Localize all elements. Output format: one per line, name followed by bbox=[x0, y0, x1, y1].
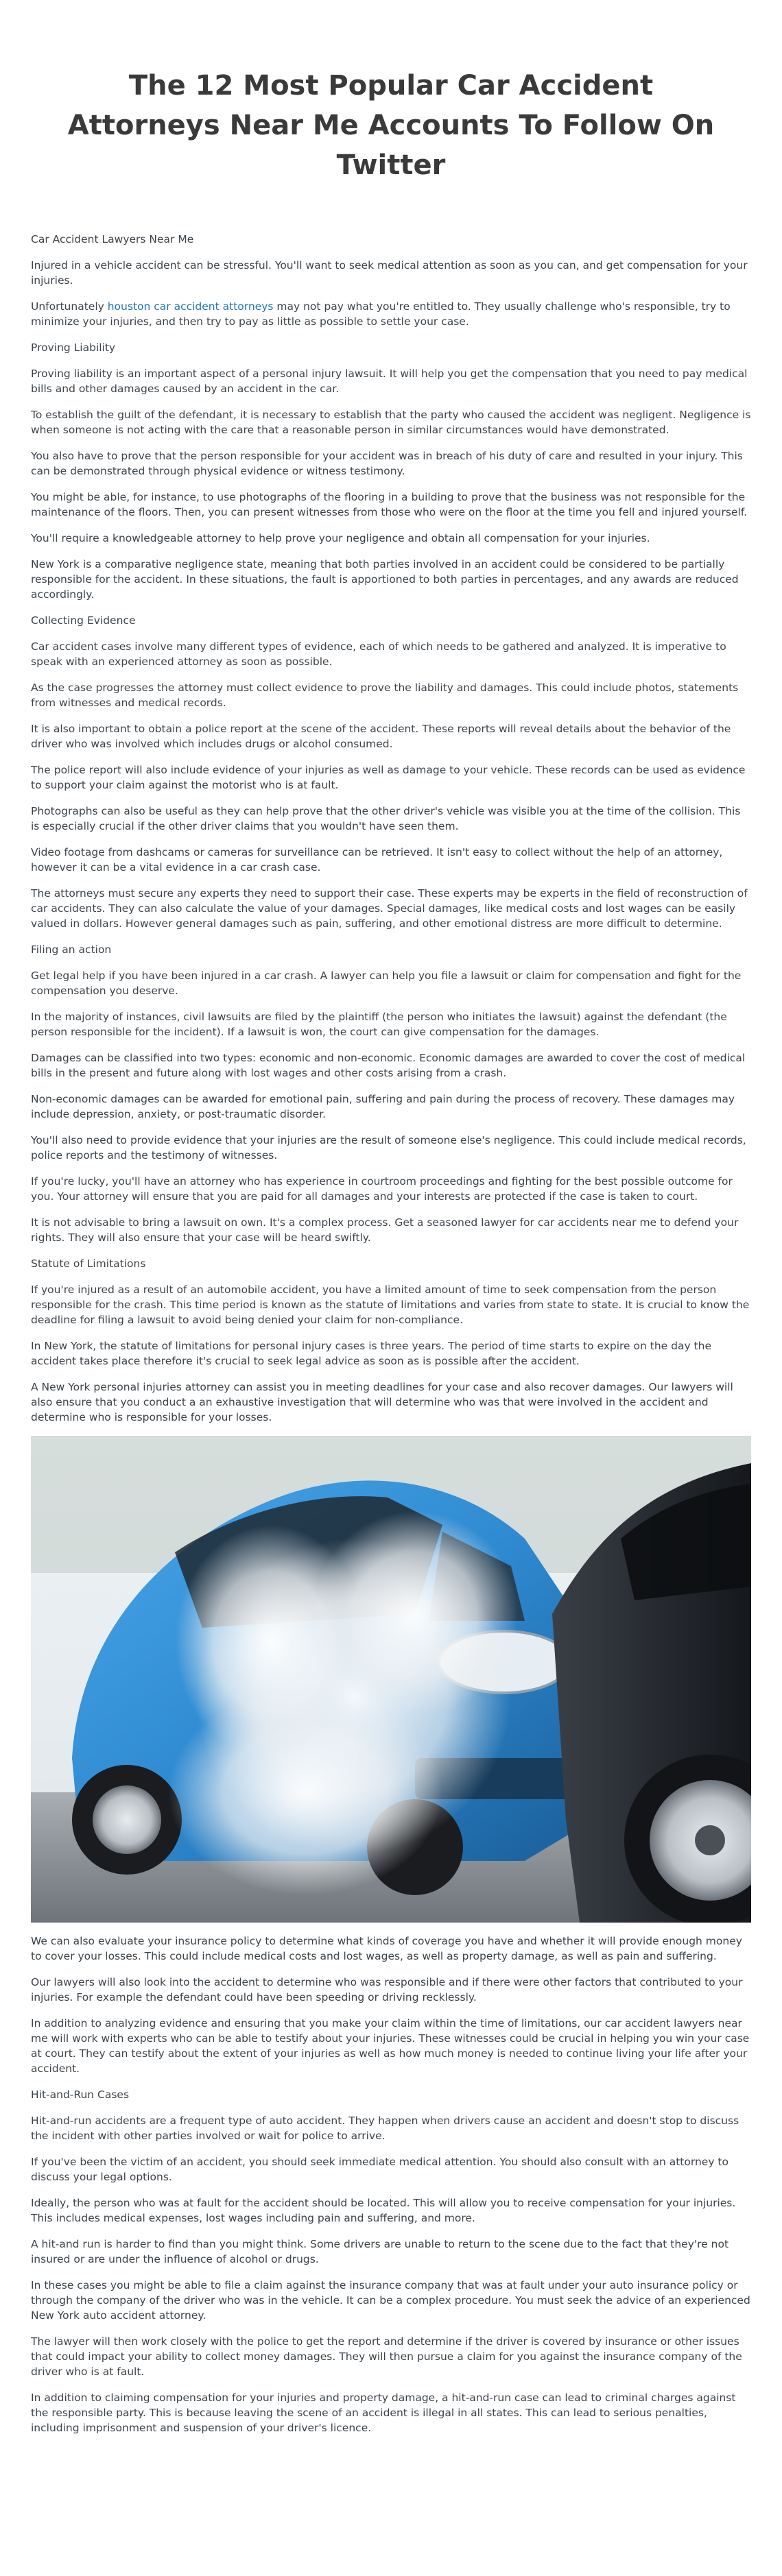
paragraph: Injured in a vehicle accident can be stressful. You'll want to seek medical attention as soon as you can, and get compensation for your injuries. bbox=[31, 259, 748, 287]
section-heading-hit-and-run: Hit-and-Run Cases bbox=[31, 2089, 130, 2101]
paragraph: Photographs can also be useful as they can help prove that the other driver's vehicle was visible you at the time of the collision. This is especially crucial if the other driver claims that you wouldn't have seen them. bbox=[31, 805, 741, 832]
paragraph: A hit-and run is harder to find than you might think. Some drivers are unable to return to the scene due to the fact that they're not insured or are under the influence of alcohol or drugs. bbox=[31, 2238, 729, 2265]
section-heading-statute-of-limitations: Statute of Limitations bbox=[31, 1257, 146, 1270]
paragraph: Damages can be classified into two types: economic and non-economic. Economic damages are awarded to cover the cost of medical bills in the present and future along with lost wages and other costs arising from a crash. bbox=[31, 1052, 746, 1079]
paragraph: If you're injured as a result of an automobile accident, you have a limited amount of time to seek compensation from the person responsible for the crash. This time period is known as the statute of limitations and varies from state to state. It is crucial to know the deadline for filing a lawsuit to avoid being denied your claim for non-compliance. bbox=[31, 1284, 750, 1326]
paragraph-text: Unfortunately bbox=[31, 300, 108, 313]
section-heading-proving-liability: Proving Liability bbox=[31, 341, 116, 354]
intro-heading: Car Accident Lawyers Near Me bbox=[31, 233, 194, 245]
paragraph: In addition to analyzing evidence and ensuring that you make your claim within the time of limitations, our car accident lawyers near me will work with experts who can be able to testify about your injuries. These witnesses could be crucial in helping you win your case at court. They can testify about the extent of your injuries as well as how much money is needed to continue living your life after your accident. bbox=[31, 2017, 750, 2075]
paragraph: In addition to claiming compensation for your injuries and property damage, a hit-and-run case can lead to criminal charges against the responsible party. This is because leaving the scene of an accident is illegal in all states. This can lead to serious penalties, including imprisonment and suspension of your driver's licence. bbox=[31, 2392, 736, 2434]
paragraph: The attorneys must secure any experts they need to support their case. These experts may be experts in the field of reconstruction of car accidents. They can also calculate the value of your damages. Special damages, like medical costs and lost wages can be easily valued in dollars. However general damages such as pain, suffering, and other emotional distress are more difficult to determine. bbox=[31, 887, 748, 930]
paragraph: If you're lucky, you'll have an attorney who has experience in courtroom proceedings and fighting for the best possible outcome for you. Your attorney will ensure that you are paid for all damages and your interests are protected if the case is taken to court. bbox=[31, 1175, 733, 1203]
paragraph: You'll also need to provide evidence that your injuries are the result of someone else's negligence. This could include medical records, police reports and the testimony of witnesses. bbox=[31, 1134, 746, 1161]
paragraph: It is also important to obtain a police report at the scene of the accident. These reports will reveal details about the behavior of the driver who was involved which includes drugs or alcohol consumed. bbox=[31, 723, 731, 750]
paragraph: Non-economic damages can be awarded for emotional pain, suffering and pain during the process of recovery. These damages may include depression, anxiety, or post-traumatic disorder. bbox=[31, 1093, 735, 1120]
paragraph: In these cases you might be able to file a claim against the insurance company that was at fault under your auto insurance policy or through the company of the driver who was in the vehicle. It can be a complex procedure. You must seek the advice of an experienced New York auto accident attorney. bbox=[31, 2279, 750, 2322]
paragraph: As the case progresses the attorney must collect evidence to prove the liability and damages. This could include photos, statements from witnesses and medical records. bbox=[31, 682, 739, 709]
paragraph: New York is a comparative negligence state, meaning that both parties involved in an accident could be considered to be partially responsible for the accident. In these situations, the fault is apportioned to both parties in percentages, and any awards are reduced accordingly. bbox=[31, 558, 739, 601]
paragraph: You might be able, for instance, to use photographs of the flooring in a building to prove that the business was not responsible for the maintenance of the floors. Then, you can present witnesses from those who were on the floor at the time you fell and injured yourself. bbox=[31, 491, 748, 518]
page-title: The 12 Most Popular Car Accident Attorneys Near Me Accounts To Follow On Twitter bbox=[67, 70, 715, 181]
paragraph: We can also evaluate your insurance policy to determine what kinds of coverage you have and whether it will provide enough money to cover your losses. This could include medical costs and lost wages, as well as property damage, as well as pain and suffering. bbox=[31, 1935, 742, 1962]
paragraph: The lawyer will then work closely with the police to get the report and determine if the driver is covered by insurance or other issues that could impact your ability to collect money damages. They will then pursue a claim for you against the insurance company of the driver who is at fault. bbox=[31, 2335, 742, 2378]
paragraph: You also have to prove that the person responsible for your accident was in breach of his duty of care and resulted in your injury. This can be demonstrated through physical evidence or witness testimony. bbox=[31, 450, 743, 477]
car-crash-image bbox=[31, 1436, 751, 1923]
paragraph: To establish the guilt of the defendant, it is necessary to establish that the party who caused the accident was negligent. Negligence is when someone is not acting with the care that a reasonable person in similar circumstances would have demonstrated. bbox=[31, 409, 751, 436]
houston-attorneys-link[interactable]: houston car accident attorneys bbox=[107, 300, 274, 313]
paragraph: A New York personal injuries attorney can assist you in meeting deadlines for your case and also recover damages. Our lawyers will also ensure that you conduct a an exhaustive investigation that will determine who was that were involved in the accident and determine who is responsible for your losses. bbox=[31, 1381, 733, 1423]
paragraph: It is not advisable to bring a lawsuit on own. It's a complex process. Get a seasoned lawyer for car accidents near me to defend your rights. They will also ensure that your case will be heard swiftly. bbox=[31, 1216, 739, 1244]
paragraph: In the majority of instances, civil lawsuits are filed by the plaintiff (the person who initiates the lawsuit) against the defendant (the person responsible for the incident). If a lawsuit is won, the court can give compensation for the damages. bbox=[31, 1011, 727, 1038]
paragraph: Hit-and-run accidents are a frequent type of auto accident. They happen when drivers cause an accident and doesn't stop to discuss the incident with other parties involved or wait for police to arrive. bbox=[31, 2115, 739, 2142]
paragraph: Our lawyers will also look into the accident to determine who was responsible and if there were other factors that contributed to your injuries. For example the defendant could have been speeding or driving recklessly. bbox=[31, 1976, 743, 2003]
paragraph: In New York, the statute of limitations for personal injury cases is three years. The period of time starts to expire on the day the accident takes place therefore it's crucial to seek legal advice as soon as is possible after the accident. bbox=[31, 1340, 711, 1367]
paragraph-with-link bbox=[31, 299, 751, 329]
paragraph: Car accident cases involve many different types of evidence, each of which needs to be gathered and analyzed. It is imperative to speak with an experienced attorney as soon as possible. bbox=[31, 640, 726, 668]
paragraph: Get legal help if you have been injured in a car crash. A lawyer can help you file a lawsuit or claim for compensation and fight for the compensation you deserve. bbox=[31, 970, 742, 997]
paragraph: The police report will also include evidence of your injuries as well as damage to your vehicle. These records can be used as evidence to support your claim against the motorist who is at fault. bbox=[31, 764, 746, 791]
paragraph: You'll require a knowledgeable attorney to help prove your negligence and obtain all compensation for your injuries. bbox=[31, 532, 650, 544]
paragraph: If you've been the victim of an accident, you should seek immediate medical attention. You should also consult with an attorney to discuss your legal options. bbox=[31, 2156, 728, 2183]
paragraph: Proving liability is an important aspect of a personal injury lawsuit. It will help you get the compensation that you need to pay medical bills and other damages caused by an accident in the car. bbox=[31, 368, 748, 395]
paragraph: Video footage from dashcams or cameras for surveillance can be retrieved. It isn't easy to collect without the help of an attorney, however it can be a vital evidence in a car crash case. bbox=[31, 846, 723, 874]
section-heading-collecting-evidence: Collecting Evidence bbox=[31, 614, 136, 627]
paragraph-text: may not pay what you're entitled to. They usually challenge who's responsible, try to minimize your injuries, and then try to pay as little as possible to settle your case. bbox=[31, 300, 731, 328]
paragraph: Ideally, the person who was at fault for the accident should be located. This will allow you to receive compensation for your injuries. This includes medical expenses, lost wages including pain and suffering, and more. bbox=[31, 2197, 736, 2224]
section-heading-filing-an-action: Filing an action bbox=[31, 943, 112, 956]
